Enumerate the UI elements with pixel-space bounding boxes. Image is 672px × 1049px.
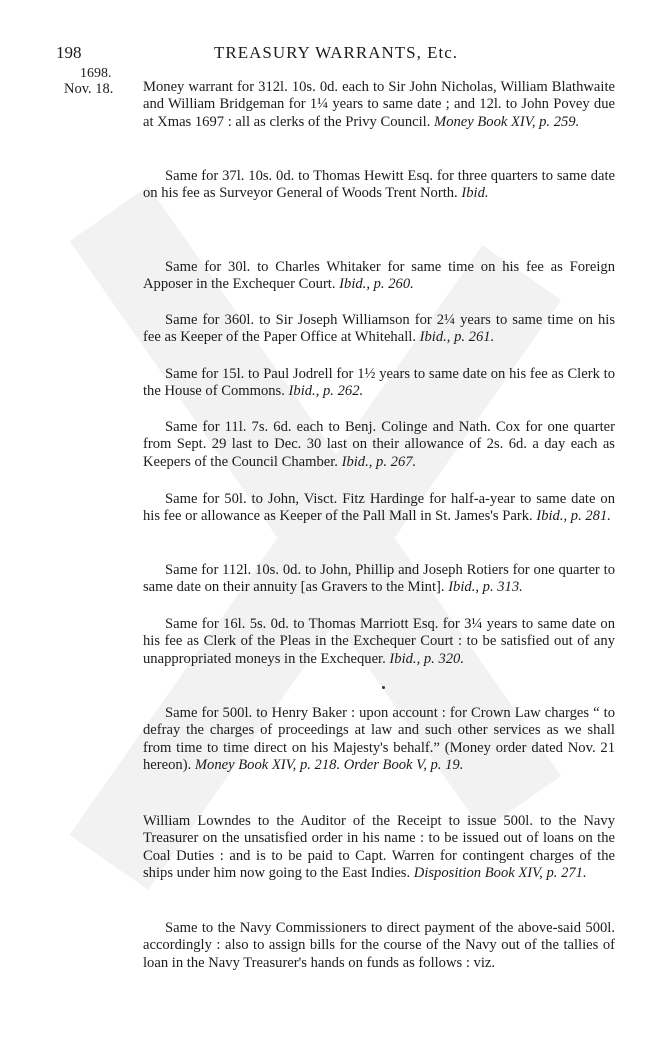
entry-reference: Ibid., p. 262. — [288, 383, 364, 400]
entry: Same for 15l. to Paul Jodrell for 1½ years to same date on his fee as Clerk to the House of Commons. Ibid., p. 262. — [143, 366, 615, 400]
entry-reference: Ibid., p. 260. — [339, 276, 414, 293]
entry-reference: Ibid., p. 281. — [536, 508, 611, 525]
running-head: TREASURY WARRANTS, Etc. — [213, 43, 459, 62]
stray-dot — [382, 686, 385, 689]
entry: Same for 500l. to Henry Baker : upon account : for Crown Law charges “ to defray the charges of proceedings at law and such other services as we shall from time to time direct on his Majesty's behalf.” (Money order dated Nov. 21 hereon). Money Book XIV, p. 218. Order Book V, p. 19. — [143, 705, 615, 773]
entry-reference: Order Book V, p. 19. — [343, 756, 464, 773]
page-header — [56, 43, 616, 67]
margin-date: Nov. 18. — [64, 81, 114, 97]
entry-reference: Money Book XIV, p. 218. — [194, 756, 341, 773]
entry-reference: Ibid., p. 267. — [341, 453, 417, 470]
margin-year: 1698. — [80, 66, 112, 81]
entry: Same for 37l. 10s. 0d. to Thomas Hewitt Esq. for three quarters to same date on his fee as Surveyor General of Woods Trent North. Ibid. — [143, 168, 615, 202]
entry: Same for 50l. to John, Visct. Fitz Hardinge for half-a-year to same date on his fee or allowance as Keeper of the Pall Mall in St. James's Park. Ibid., p. 281. — [143, 491, 615, 525]
entry: Same for 16l. 5s. 0d. to Thomas Marriott Esq. for 3¼ years to same date on his fee as Clerk of the Pleas in the Exchequer Court : to be satisfied out of any unappropriated moneys in the Exchequer. Ibid., p. 320. — [143, 616, 615, 667]
entry: Same for 112l. 10s. 0d. to John, Phillip and Joseph Rotiers for one quarter to same date on their annuity [as Gravers to the Mint]. Ibid., p. 313. — [143, 562, 615, 596]
entry: William Lowndes to the Auditor of the Receipt to issue 500l. to the Navy Treasurer on the unsatisfied order in his name : to be issued out of loans on the Coal Duties : and is to be paid to Capt. Warren for contingent charges of the ships under him now going to the East Indies. Disposition Book XIV, p. 271. — [143, 813, 615, 881]
entry-reference: Ibid., p. 320. — [389, 650, 464, 667]
entry: Same for 30l. to Charles Whitaker for same time on his fee as Foreign Apposer in the Exchequer Court. Ibid., p. 260. — [143, 259, 615, 293]
entry-reference: Ibid. — [461, 185, 489, 202]
entry-reference: Disposition Book XIV, p. 271. — [413, 864, 587, 881]
entry: Same to the Navy Commissioners to direct payment of the above-said 500l. accordingly : also to assign bills for the course of the Navy out of the tallies of loan in the Navy Treasurer's hands on funds as follows : viz. — [143, 920, 615, 971]
page-number: 198 — [56, 43, 82, 62]
entry: Same for 360l. to Sir Joseph Williamson for 2¼ years to same time on his fee as Keeper of the Paper Office at Whitehall. Ibid., p. 261. — [143, 312, 615, 346]
entry-reference: Ibid., p. 261. — [419, 329, 495, 346]
entry: Money warrant for 312l. 10s. 0d. each to Sir John Nicholas, William Blathwaite and William Bridgeman for 1¼ years to same date ; and 12l. to John Povey due at Xmas 1697 : all as clerks of the Privy Council. Money Book XIV, p. 259. — [143, 79, 615, 130]
entry: Same for 11l. 7s. 6d. each to Benj. Colinge and Nath. Cox for one quarter from Sept. 29 last to Dec. 30 last on their allowance of 2s. 6d. a day each as Keepers of the Council Chamber. Ibid., p. 267. — [143, 419, 615, 470]
entry-reference: Money Book XIV, p. 259. — [434, 113, 580, 130]
entry-reference: Ibid., p. 313. — [448, 579, 523, 596]
